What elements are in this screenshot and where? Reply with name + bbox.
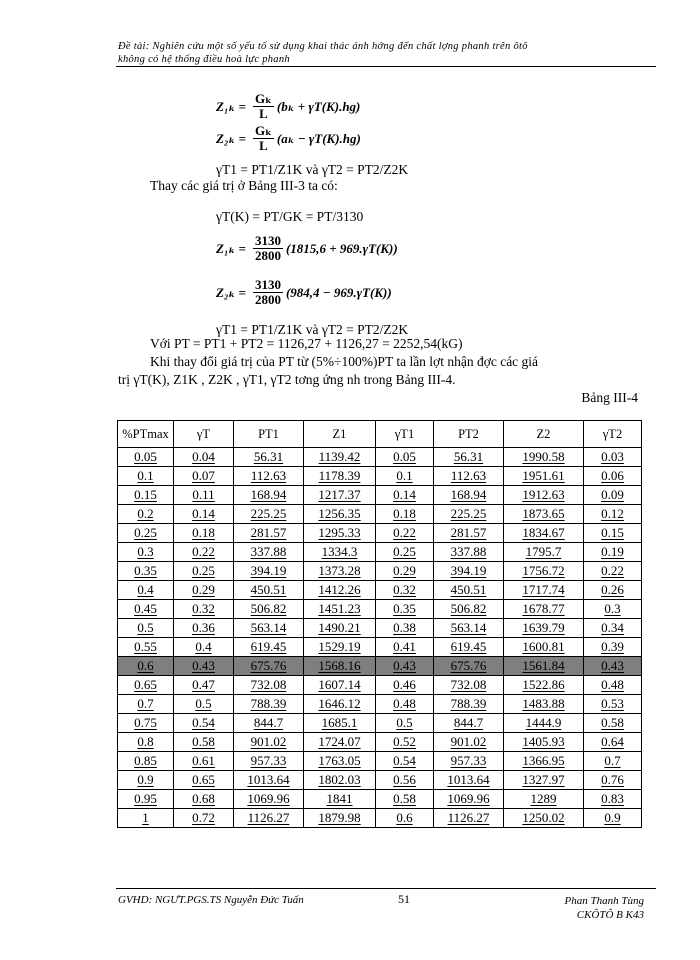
table-cell: 450.51 [234, 581, 304, 600]
eq-fraction [253, 278, 283, 307]
table-cell: 0.65 [174, 771, 234, 790]
table-cell: 1217.37 [304, 486, 376, 505]
table-cell: 1490.21 [304, 619, 376, 638]
paragraph-line-2: trị γT(K), Z1K , Z2K , γT1, γT2 tơng ứng nh trong Bảng III-4. [118, 372, 456, 387]
table-cell: 0.38 [376, 619, 434, 638]
eq-body: (bₖ + γT(K).hg) [276, 98, 361, 114]
header-line-1: Đề tài: Nghiên cứu một số yếu tố sử dụng khai thác ảnh hởng đến chất lợng phanh trên ôtô [118, 41, 528, 52]
table-cell: 0.36 [174, 619, 234, 638]
table-cell: 0.61 [174, 752, 234, 771]
eq-body: (1815,6 + 969.γT(K)) [285, 240, 398, 256]
table-cell: 0.12 [584, 505, 642, 524]
equation-z1k [216, 92, 360, 121]
table-cell: 901.02 [234, 733, 304, 752]
table-cell: 281.57 [434, 524, 504, 543]
table-cell: 0.35 [376, 600, 434, 619]
table-cell: 1451.23 [304, 600, 376, 619]
table-row [118, 733, 642, 752]
table-cell: 0.53 [584, 695, 642, 714]
table-cell: 957.33 [234, 752, 304, 771]
table-cell: 0.9 [584, 809, 642, 828]
gamma-definition-1: γT1 = PT1/Z1K và γT2 = PT2/Z2K [216, 162, 409, 177]
table-cell: 1879.98 [304, 809, 376, 828]
table-row [118, 809, 642, 828]
table-cell: 732.08 [234, 676, 304, 695]
table-cell: 0.11 [174, 486, 234, 505]
table-cell: 1250.02 [504, 809, 584, 828]
table-cell: 844.7 [434, 714, 504, 733]
eq-numerator: 3130 [254, 233, 281, 248]
table-cell: 0.76 [584, 771, 642, 790]
page-number: 51 [398, 892, 410, 906]
table-row [118, 543, 642, 562]
equation-z2k-numeric [216, 278, 392, 307]
table-cell: 1522.86 [504, 676, 584, 695]
table-cell: 0.9 [118, 771, 174, 790]
table-cell: 1841 [304, 790, 376, 809]
total-brake-force-line: Với PT = PT1 + PT2 = 1126,27 + 1126,27 = 2252,54(kG) [150, 336, 463, 351]
table-cell: 0.58 [376, 790, 434, 809]
table-cell: 1256.35 [304, 505, 376, 524]
header-line-2: không có hệ thống điều hoà lực phanh [118, 54, 290, 65]
eq-lhs: Z₂ₖ = [216, 284, 246, 300]
table-row [118, 714, 642, 733]
table-cell: 0.22 [174, 543, 234, 562]
table-cell: 0.46 [376, 676, 434, 695]
column-header: %PTmax [118, 421, 174, 448]
table-cell: 1990.58 [504, 448, 584, 467]
table-cell: 0.5 [118, 619, 174, 638]
table-cell: 0.4 [118, 581, 174, 600]
table-row [118, 752, 642, 771]
eq-lhs: Z₁ₖ = [216, 98, 246, 114]
table-cell: 1756.72 [504, 562, 584, 581]
eq-body: (984,4 − 969.γT(K)) [285, 284, 392, 300]
footer-supervisor: GVHD: NGƯT.PGS.TS Nguyễn Đức Tuấn [118, 894, 304, 906]
table-cell: 1717.74 [504, 581, 584, 600]
table-row [118, 562, 642, 581]
table-cell: 0.32 [376, 581, 434, 600]
column-header: γT2 [584, 421, 642, 448]
paragraph-line-1: Khi thay đổi giá trị của PT từ (5%÷100%)PT ta lần lợt nhận đợc các giá [150, 354, 539, 369]
eq-numerator: Gₖ [254, 123, 272, 138]
table-cell: 0.25 [376, 543, 434, 562]
table-cell: 1678.77 [504, 600, 584, 619]
table-cell: 0.8 [118, 733, 174, 752]
table-cell: 0.29 [174, 581, 234, 600]
table-cell: 0.25 [118, 524, 174, 543]
column-header: PT1 [234, 421, 304, 448]
table-cell: 1444.9 [504, 714, 584, 733]
eq-denominator: 2800 [254, 248, 281, 263]
table-cell: 675.76 [434, 657, 504, 676]
table-cell: 394.19 [434, 562, 504, 581]
table-cell: 0.06 [584, 467, 642, 486]
column-header: γT1 [376, 421, 434, 448]
table-cell: 0.15 [118, 486, 174, 505]
table-cell: 1834.67 [504, 524, 584, 543]
eq-numerator: Gₖ [254, 91, 272, 106]
table-row [118, 448, 642, 467]
table-cell: 901.02 [434, 733, 504, 752]
table-cell: 0.43 [376, 657, 434, 676]
equation-z2k [216, 124, 361, 153]
page-header [118, 40, 656, 66]
column-header: γT [174, 421, 234, 448]
table-cell: 0.95 [118, 790, 174, 809]
table-cell: 225.25 [234, 505, 304, 524]
eq-lhs: Z₂ₖ = [216, 130, 246, 146]
eq-denominator: L [259, 138, 268, 153]
table-cell: 225.25 [434, 505, 504, 524]
table-cell: 619.45 [234, 638, 304, 657]
table-cell: 0.19 [584, 543, 642, 562]
table-cell: 0.26 [584, 581, 642, 600]
table-cell: 1646.12 [304, 695, 376, 714]
table-cell: 0.35 [118, 562, 174, 581]
table-cell: 0.15 [584, 524, 642, 543]
eq-body: (aₖ − γT(K).hg) [276, 130, 361, 146]
table-cell: 1763.05 [304, 752, 376, 771]
table-cell: 0.7 [118, 695, 174, 714]
table-cell: 1069.96 [234, 790, 304, 809]
table-cell: 1366.95 [504, 752, 584, 771]
table-cell: 619.45 [434, 638, 504, 657]
table-cell: 0.1 [376, 467, 434, 486]
table-caption: Bảng III-4 [581, 390, 638, 405]
table-cell: 1795.7 [504, 543, 584, 562]
table-row [118, 619, 642, 638]
table-cell: 844.7 [234, 714, 304, 733]
table-cell: 0.68 [174, 790, 234, 809]
table-row [118, 695, 642, 714]
table-cell: 0.1 [118, 467, 174, 486]
table-cell: 112.63 [434, 467, 504, 486]
table-cell: 1069.96 [434, 790, 504, 809]
table-cell: 1685.1 [304, 714, 376, 733]
table-cell: 0.85 [118, 752, 174, 771]
table-cell: 0.54 [174, 714, 234, 733]
table-cell: 112.63 [234, 467, 304, 486]
table-cell: 0.58 [174, 733, 234, 752]
table-cell: 281.57 [234, 524, 304, 543]
table-cell: 0.3 [584, 600, 642, 619]
table-cell: 0.7 [584, 752, 642, 771]
table-cell: 0.18 [376, 505, 434, 524]
table-row [118, 505, 642, 524]
gamma-definition-2: γT1 = PT1/Z1K và γT2 = PT2/Z2K [216, 322, 409, 337]
table-cell: 0.43 [584, 657, 642, 676]
table-cell: 1600.81 [504, 638, 584, 657]
author-class: CKÔTÔ B K43 [576, 909, 644, 921]
table-cell: 788.39 [234, 695, 304, 714]
table-row [118, 638, 642, 657]
table-cell: 0.54 [376, 752, 434, 771]
table-cell: 0.18 [174, 524, 234, 543]
footer-divider [116, 888, 656, 889]
table-cell: 0.22 [584, 562, 642, 581]
table-cell: 0.14 [174, 505, 234, 524]
table-cell: 1373.28 [304, 562, 376, 581]
table-row [118, 771, 642, 790]
table-cell: 56.31 [434, 448, 504, 467]
table-cell: 0.48 [376, 695, 434, 714]
table-cell: 0.05 [376, 448, 434, 467]
table-cell: 1568.16 [304, 657, 376, 676]
table-cell: 1126.27 [234, 809, 304, 828]
table-cell: 732.08 [434, 676, 504, 695]
table-cell: 1412.26 [304, 581, 376, 600]
table-cell: 0.22 [376, 524, 434, 543]
table-cell: 788.39 [434, 695, 504, 714]
table-cell: 1529.19 [304, 638, 376, 657]
table-cell: 0.39 [584, 638, 642, 657]
table-cell: 0.5 [174, 695, 234, 714]
table-cell: 1802.03 [304, 771, 376, 790]
table-cell: 0.64 [584, 733, 642, 752]
table-cell: 0.6 [376, 809, 434, 828]
table-cell: 0.56 [376, 771, 434, 790]
table-cell: 1013.64 [434, 771, 504, 790]
table-cell: 337.88 [434, 543, 504, 562]
table-cell: 1607.14 [304, 676, 376, 695]
table-cell: 0.41 [376, 638, 434, 657]
column-header: Z2 [504, 421, 584, 448]
table-cell: 563.14 [234, 619, 304, 638]
table-cell: 0.07 [174, 467, 234, 486]
table-cell: 0.58 [584, 714, 642, 733]
table-cell: 1178.39 [304, 467, 376, 486]
table-cell: 0.32 [174, 600, 234, 619]
eq-numerator: 3130 [254, 277, 281, 292]
table-body [118, 448, 642, 828]
table-cell: 0.2 [118, 505, 174, 524]
table-cell: 1724.07 [304, 733, 376, 752]
table-row [118, 790, 642, 809]
table-cell: 0.47 [174, 676, 234, 695]
equation-z1k-numeric [216, 234, 398, 263]
table-cell: 0.05 [118, 448, 174, 467]
table-cell: 0.5 [376, 714, 434, 733]
table-cell: 0.65 [118, 676, 174, 695]
table-row [118, 600, 642, 619]
table-cell: 1334.3 [304, 543, 376, 562]
header-divider [116, 66, 656, 67]
table-cell: 168.94 [434, 486, 504, 505]
table-cell: 1561.84 [504, 657, 584, 676]
table-cell: 1327.97 [504, 771, 584, 790]
column-header: Z1 [304, 421, 376, 448]
table-cell: 1126.27 [434, 809, 504, 828]
table-cell: 957.33 [434, 752, 504, 771]
table-cell: 0.52 [376, 733, 434, 752]
table-cell: 1 [118, 809, 174, 828]
table-cell: 506.82 [234, 600, 304, 619]
author-name: Phan Thanh Tùng [564, 895, 644, 907]
table-header-row [118, 421, 642, 448]
table-cell: 1013.64 [234, 771, 304, 790]
table-cell: 1951.61 [504, 467, 584, 486]
table-cell: 0.09 [584, 486, 642, 505]
column-header: PT2 [434, 421, 504, 448]
table-cell: 0.55 [118, 638, 174, 657]
footer-author [565, 894, 644, 922]
table-cell: 0.25 [174, 562, 234, 581]
table-cell: 1483.88 [504, 695, 584, 714]
eq-lhs: Z₁ₖ = [216, 240, 246, 256]
table-cell: 0.43 [174, 657, 234, 676]
table-cell: 1639.79 [504, 619, 584, 638]
eq-denominator: 2800 [254, 292, 281, 307]
eq-fraction [253, 124, 274, 153]
table-cell: 1405.93 [504, 733, 584, 752]
table-cell: 1139.42 [304, 448, 376, 467]
table-cell: 56.31 [234, 448, 304, 467]
table-cell: 675.76 [234, 657, 304, 676]
table-cell: 0.04 [174, 448, 234, 467]
intro-text: Thay các giá trị ở Bảng III-3 ta có: [150, 178, 338, 193]
table-row [118, 486, 642, 505]
table-cell: 0.83 [584, 790, 642, 809]
eq-fraction [253, 92, 274, 121]
table-cell: 0.29 [376, 562, 434, 581]
data-table [117, 420, 642, 828]
eq-fraction [253, 234, 283, 263]
table-cell: 394.19 [234, 562, 304, 581]
table-cell: 506.82 [434, 600, 504, 619]
table-row [118, 657, 642, 676]
table-cell: 1289 [504, 790, 584, 809]
table-cell: 0.4 [174, 638, 234, 657]
table-cell: 0.45 [118, 600, 174, 619]
gamma-tk-definition: γT(K) = PT/GK = PT/3130 [216, 209, 364, 224]
table-row [118, 524, 642, 543]
table-row [118, 581, 642, 600]
table-cell: 168.94 [234, 486, 304, 505]
table-cell: 337.88 [234, 543, 304, 562]
table-cell: 0.03 [584, 448, 642, 467]
table-row [118, 467, 642, 486]
table-cell: 1912.63 [504, 486, 584, 505]
table-cell: 450.51 [434, 581, 504, 600]
table-cell: 1295.33 [304, 524, 376, 543]
table-cell: 0.48 [584, 676, 642, 695]
table-cell: 0.14 [376, 486, 434, 505]
table-cell: 0.3 [118, 543, 174, 562]
table-cell: 0.72 [174, 809, 234, 828]
table-cell: 0.75 [118, 714, 174, 733]
eq-denominator: L [259, 106, 268, 121]
table-cell: 563.14 [434, 619, 504, 638]
table-cell: 1873.65 [504, 505, 584, 524]
table-cell: 0.6 [118, 657, 174, 676]
table-cell: 0.34 [584, 619, 642, 638]
table-row [118, 676, 642, 695]
